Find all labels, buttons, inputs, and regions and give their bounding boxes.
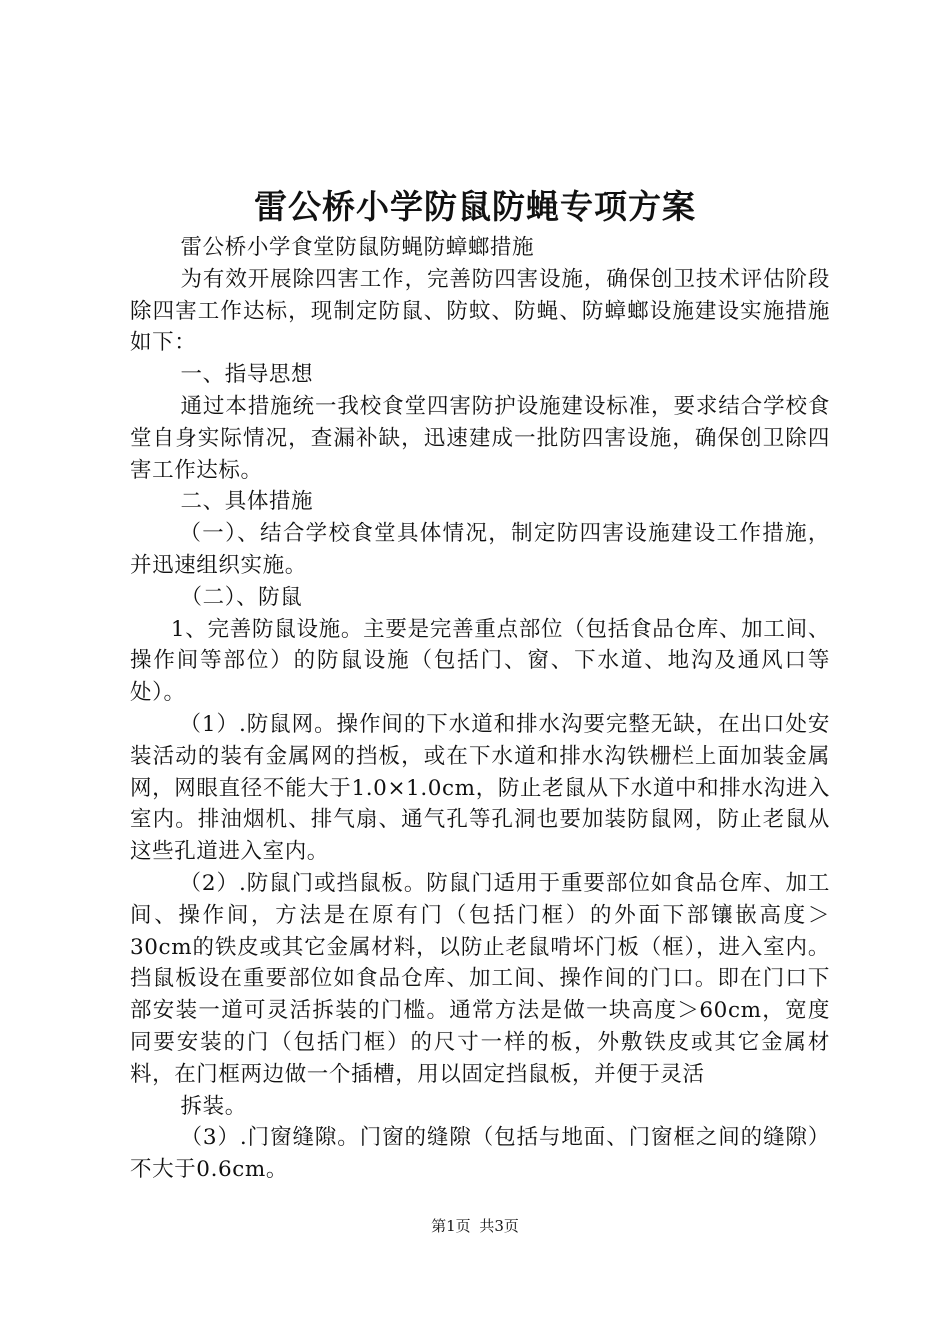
paragraph-rat-net: （1）.防鼠网。操作间的下水道和排水沟要完整无缺，在出口处安装活动的装有金属网的挡板，或在下水道和排水沟铁栅栏上面加装金属网，网眼直径不能大于1.0×1.0cm，防止老鼠从下水道中和排水沟进入室内。排油烟机、排气扇、通气孔等孔洞也要加装防鼠网，防止老鼠从这些孔道进入室内。 — [130, 711, 830, 865]
paragraph-guiding-thought: 通过本措施统一我校食堂四害防护设施建设标准，要求结合学校食堂自身实际情况，查漏补缺，迅速建成一批防四害设施，确保创卫除四害工作达标。 — [130, 393, 830, 483]
document-body — [130, 232, 830, 1186]
paragraph-intro: 为有效开展除四害工作，完善防四害设施，确保创卫技术评估阶段除四害工作达标，现制定防鼠、防蚊、防蝇、防蟑螂设施建设实施措施如下： — [130, 266, 830, 356]
page-footer — [0, 1214, 950, 1238]
paragraph-disassembly: 拆装。 — [180, 1093, 247, 1119]
paragraph-rat-facilities: 1、完善防鼠设施。主要是完善重点部位（包括食品仓库、加工间、操作间等部位）的防鼠设施（包括门、窗、下水道、地沟及通风口等处）。 — [130, 616, 830, 706]
heading-guiding-thought: 一、指导思想 — [180, 362, 314, 388]
document-title: 雷公桥小学防鼠防蝇专项方案 — [254, 187, 696, 226]
page-number: 第1页 — [431, 1217, 471, 1235]
paragraph-rat-door: （2）.防鼠门或挡鼠板。防鼠门适用于重要部位如食品仓库、加工间、操作间，方法是在原有门（包括门框）的外面下部镶嵌高度＞30cm的铁皮或其它金属材料，以防止老鼠啃坏门板（框），进入室内。挡鼠板设在重要部位如食品仓库、加工间、操作间的门口。即在门口下部安装一道可灵活拆装的门槛。通常方法是做一块高度＞60cm，宽度同要安装的门（包括门框）的尺寸一样的板，外敷铁皮或其它金属材料，在门框两边做一个插槽，用以固定挡鼠板，并便于灵活 — [130, 870, 830, 1087]
heading-rat-prevention: （二）、防鼠 — [180, 584, 303, 610]
paragraph-subtitle: 雷公桥小学食堂防鼠防蝇防蟑螂措施 — [180, 235, 535, 260]
page-total: 共3页 — [479, 1217, 519, 1235]
paragraph-door-gaps: （3）.门窗缝隙。门窗的缝隙（包括与地面、门窗框之间的缝隙）不大于0.6cm。 — [130, 1125, 830, 1183]
heading-specific-measures: 二、具体措施 — [180, 489, 314, 515]
paragraph-measure-one: （一）、结合学校食堂具体情况，制定防四害设施建设工作措施，并迅速组织实施。 — [130, 521, 830, 578]
